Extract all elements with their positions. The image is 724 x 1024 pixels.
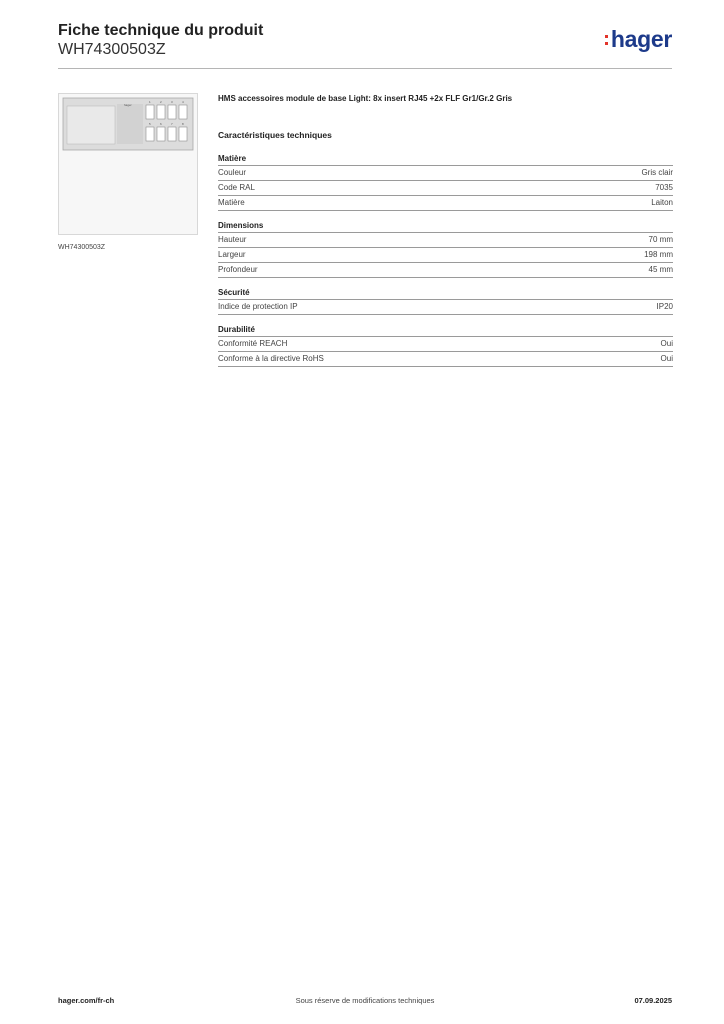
spec-value: Laiton [651,198,673,207]
device-port-label: 8 [182,122,184,126]
device-port-label: 6 [160,122,162,126]
specifications [218,94,673,367]
hager-logo [611,26,672,52]
footer-date: 07.09.2025 [634,996,672,1005]
image-caption: WH74300503Z [58,244,106,251]
group-title: Sécurité [218,288,673,300]
device-port-label: 5 [149,122,151,126]
spec-row [218,352,673,367]
footer-notice: Sous réserve de modifications techniques [295,996,435,1005]
spec-label: Conformité REACH [218,339,288,348]
spec-label: Largeur [218,250,246,259]
product-image [58,93,198,235]
spec-row [218,196,673,211]
group-title: Durabilité [218,325,673,337]
spec-label: Matière [218,198,245,207]
spec-label: Couleur [218,168,247,177]
product-description: HMS accessoires module de base Light: 8x insert RJ45 +2x FLF Gr1/Gr.2 Gris [218,94,513,103]
device-port-label: 4 [182,100,184,104]
device-port-label: 1 [149,100,151,104]
spec-value: IP20 [656,302,673,311]
spec-group-matiere [218,154,673,211]
spec-row [218,166,673,181]
spec-value: Oui [660,354,673,363]
logo-text: hager [610,26,672,52]
device-brand-label: hager [124,103,132,107]
spec-row [218,263,673,278]
spec-value: Oui [660,339,673,348]
document-header [58,22,672,60]
device-port-label: 2 [160,100,162,104]
spec-group-securite [218,288,673,315]
page-title: Fiche technique du produit [58,22,264,39]
spec-row [218,248,673,263]
spec-value: 198 mm [644,250,673,259]
spec-label: Code RAL [218,183,255,192]
group-title: Dimensions [218,221,673,233]
spec-row [218,233,673,248]
spec-group-dimensions [218,221,673,278]
section-title: Caractéristiques techniques [218,130,332,140]
group-title: Matière [218,154,673,166]
device-port-label: 3 [171,100,173,104]
spec-value: 70 mm [648,235,673,244]
spec-value: 7035 [655,183,673,192]
product-reference: WH74300503Z [58,41,166,58]
spec-value: Gris clair [641,168,673,177]
spec-row [218,300,673,315]
device-port-label: 7 [171,122,173,126]
spec-row [218,181,673,196]
spec-row [218,337,673,352]
spec-value: 45 mm [648,265,673,274]
spec-label: Indice de protection IP [218,302,298,311]
website-link[interactable]: hager.com/fr-ch [58,996,115,1005]
product-illustration [59,94,197,234]
header-divider [58,68,672,69]
spec-label: Conforme à la directive RoHS [218,354,324,363]
spec-group-durabilite [218,325,673,367]
spec-label: Profondeur [218,265,258,274]
spec-label: Hauteur [218,235,247,244]
logo-dots-icon [605,35,608,49]
